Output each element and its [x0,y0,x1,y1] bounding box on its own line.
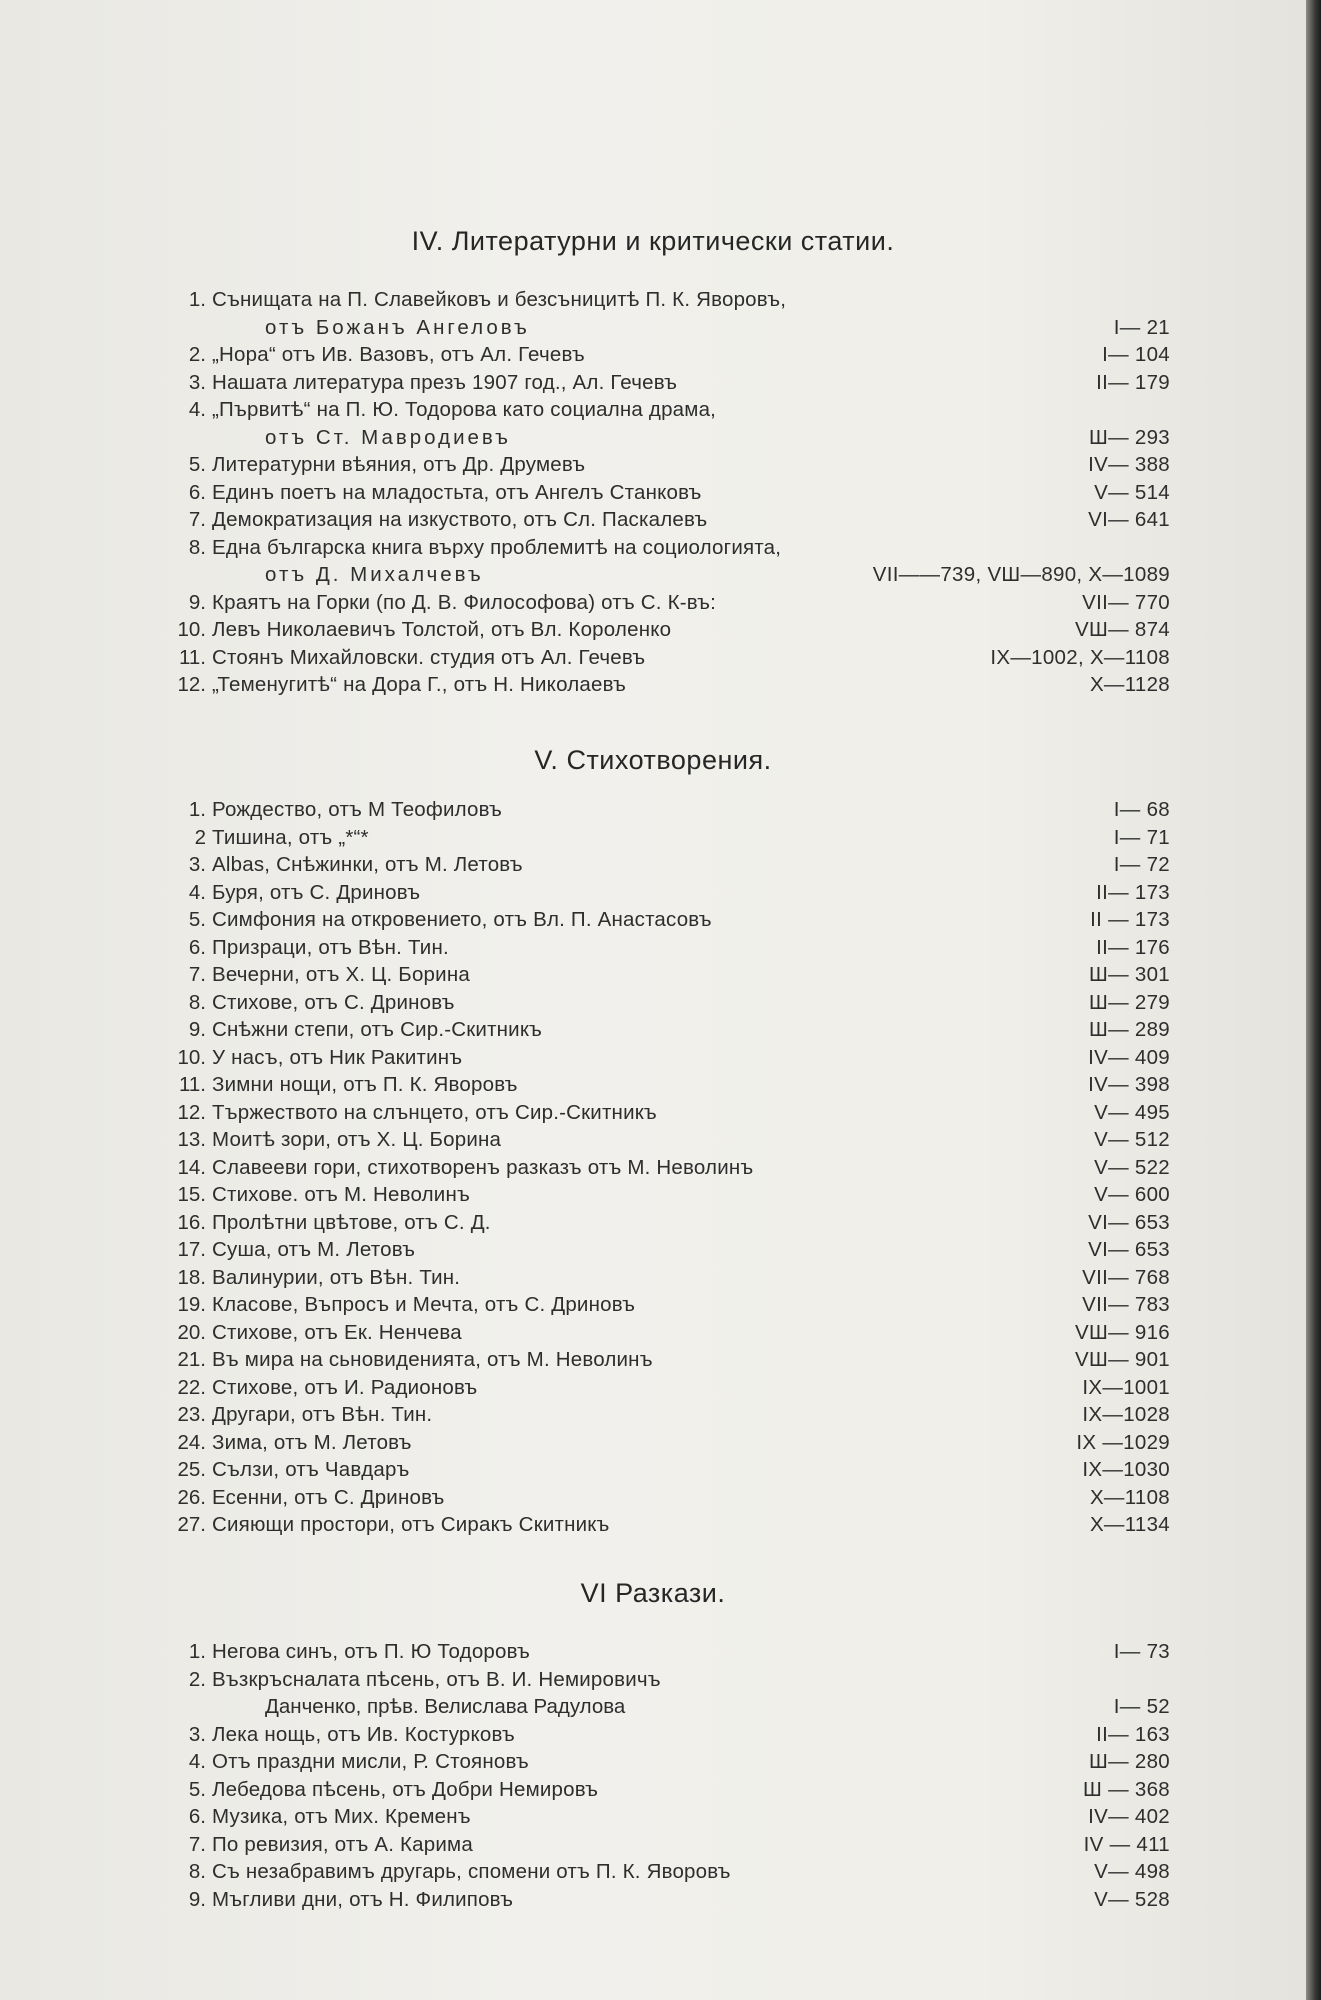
list-item: 8. Една българска книга върху проблемитѣ на социологията, отъ Д. Михалчевъ VII——739, VШ—890, X—1089 [188,535,1170,586]
list-item: 8. Стихове, отъ С. Дриновъ Ш— 279 [188,990,1170,1014]
list-item: 4. Отъ праздни мисли, Р. Стояновъ Ш— 280 [188,1750,1170,1773]
list-item: 5. Лебедова пѣсень, отъ Добри Немировъ Ш — 368 [188,1777,1170,1801]
list-item: 11. Зимни нощи, отъ П. К. Яворовъ IV— 398 [179,1073,1170,1096]
list-item: 15. Стихове. отъ М. Неволинъ V— 600 [177,1183,1170,1206]
list-item: 7. По ревизия, отъ А. Карима IV — 411 [188,1832,1170,1856]
list-item: 22. Стихове, отъ И. Радионовъ IX—1001 [177,1375,1170,1399]
list-item: 17. Суша, отъ М. Летовъ VI— 653 [177,1238,1170,1261]
list-item: 12. „Теменугитѣ“ на Дора Г., отъ Н. Николаевъ X—1128 [177,673,1170,696]
list-item: 10. У насъ, отъ Ник Ракитинъ IV— 409 [177,1045,1170,1069]
list-item: 2. „Нора“ отъ Ив. Вазовъ, отъ Ал. Гечевъ I— 104 [188,343,1170,366]
list-item: 7. Вечерни, отъ Х. Ц. Борина Ш— 301 [188,963,1170,986]
list-item: 27. Сияющи простори, отъ Сиракъ Скитникъ X—1134 [177,1513,1170,1536]
list-item: 1. Сънищата на П. Славейковъ и безсъницитѣ П. К. Яворовъ, отъ Божанъ Ангеловъ I— 21 [188,288,1170,339]
list-item: 25. Сълзи, отъ Чавдаръ IX—1030 [177,1458,1170,1481]
list-item: 9. Мъгливи дни, отъ Н. Филиповъ V— 528 [188,1887,1170,1911]
list-item: 8. Съ незабравимъ другарь, спомени отъ П. К. Яворовъ V— 498 [188,1860,1170,1883]
list-item: 3. Нашата литература презъ 1907 год., Ал. Гечевъ II— 179 [188,370,1170,394]
section-title-iv: IV. Литературни и критически статии. [411,226,895,256]
list-item: 2 Тишина, отъ „*“* I— 71 [194,825,1170,849]
list-item: 6. Музика, отъ Мих. Кременъ IV— 402 [188,1805,1170,1828]
list-item: 9. Снѣжни степи, отъ Сир.-Скитникъ Ш— 289 [188,1018,1170,1041]
list-item: 26. Есенни, отъ С. Дриновъ X—1108 [177,1485,1170,1509]
list-item: 1. Негова синъ, отъ П. Ю Тодоровъ I— 73 [188,1640,1170,1663]
list-item: 6. Призраци, отъ Вѣн. Тин. II— 176 [188,935,1170,959]
list-item: 5. Симфония на откровението, отъ Вл. П. Анастасовъ II — 173 [188,908,1170,931]
list-item: 4. Буря, отъ С. Дриновъ II— 173 [188,880,1170,904]
section-v-list [170,796,1170,1539]
list-item: 11. Стоянъ Михайловски. студия отъ Ал. Гечевъ IX—1002, X—1108 [179,645,1170,669]
list-item: 10. Левъ Николаевичъ Толстой, отъ Вл. Короленко VШ— 874 [177,618,1170,641]
list-item: 7. Демократизация на изкуството, отъ Сл. Паскалевъ VI— 641 [188,508,1170,531]
section-iv-list [170,286,1170,699]
list-item: 19. Класове, Въпросъ и Мечта, отъ С. Дриновъ VII— 783 [177,1293,1170,1316]
list-item: 4. „Първитѣ“ на П. Ю. Тодорова като социална драма, отъ Ст. Мавродиевъ Ш— 293 [188,398,1170,449]
list-item: 21. Въ мира на сьновиденията, отъ М. Неволинъ VШ— 901 [177,1348,1170,1371]
list-item: 18. Валинурии, отъ Вѣн. Тин. VII— 768 [177,1265,1170,1289]
book-binding-edge [1306,0,1321,2000]
section-title-vi: VI Разкази. [580,1578,726,1608]
list-item: 13. Моитѣ зори, отъ Х. Ц. Борина V— 512 [177,1128,1170,1151]
section-vi-list [170,1638,1170,1913]
list-item: 12. Тържеството на слънцето, отъ Сир.-Скитникъ V— 495 [177,1100,1170,1124]
list-item: 20. Стихове, отъ Ек. Ненчева VШ— 916 [177,1320,1170,1344]
list-item: 9. Краятъ на Горки (по Д. В. Философова) отъ С. К-въ: VII— 770 [188,590,1170,614]
list-item: 5. Литературни вѣяния, отъ Др. Друмевъ IV— 388 [188,453,1170,476]
list-item: 2. Възкръсналата пѣсень, отъ В. И. Немировичъ Данченко, прѣв. Велислава Радулова I— 52 [188,1667,1170,1718]
list-item: 1. Рождество, отъ М Теофиловъ I— 68 [188,798,1170,821]
list-item: 23. Другари, отъ Вѣн. Тин. IX—1028 [177,1403,1170,1426]
list-item: 3. Лека нощь, отъ Ив. Костурковъ II— 163 [188,1722,1170,1746]
list-item: 24. Зима, отъ М. Летовъ IX —1029 [177,1430,1170,1454]
section-title-v: V. Стихотворения. [534,745,772,775]
list-item: 6. Единъ поетъ на младостьта, отъ Ангелъ Станковъ V— 514 [188,480,1170,504]
list-item: 16. Пролѣтни цвѣтове, отъ С. Д. VI— 653 [177,1210,1170,1234]
list-item: 14. Славееви гори, стихотворенъ разказъ отъ М. Неволинъ V— 522 [177,1155,1170,1179]
list-item: 3. Albas, Снѣжинки, отъ М. Летовъ I— 72 [188,853,1170,876]
